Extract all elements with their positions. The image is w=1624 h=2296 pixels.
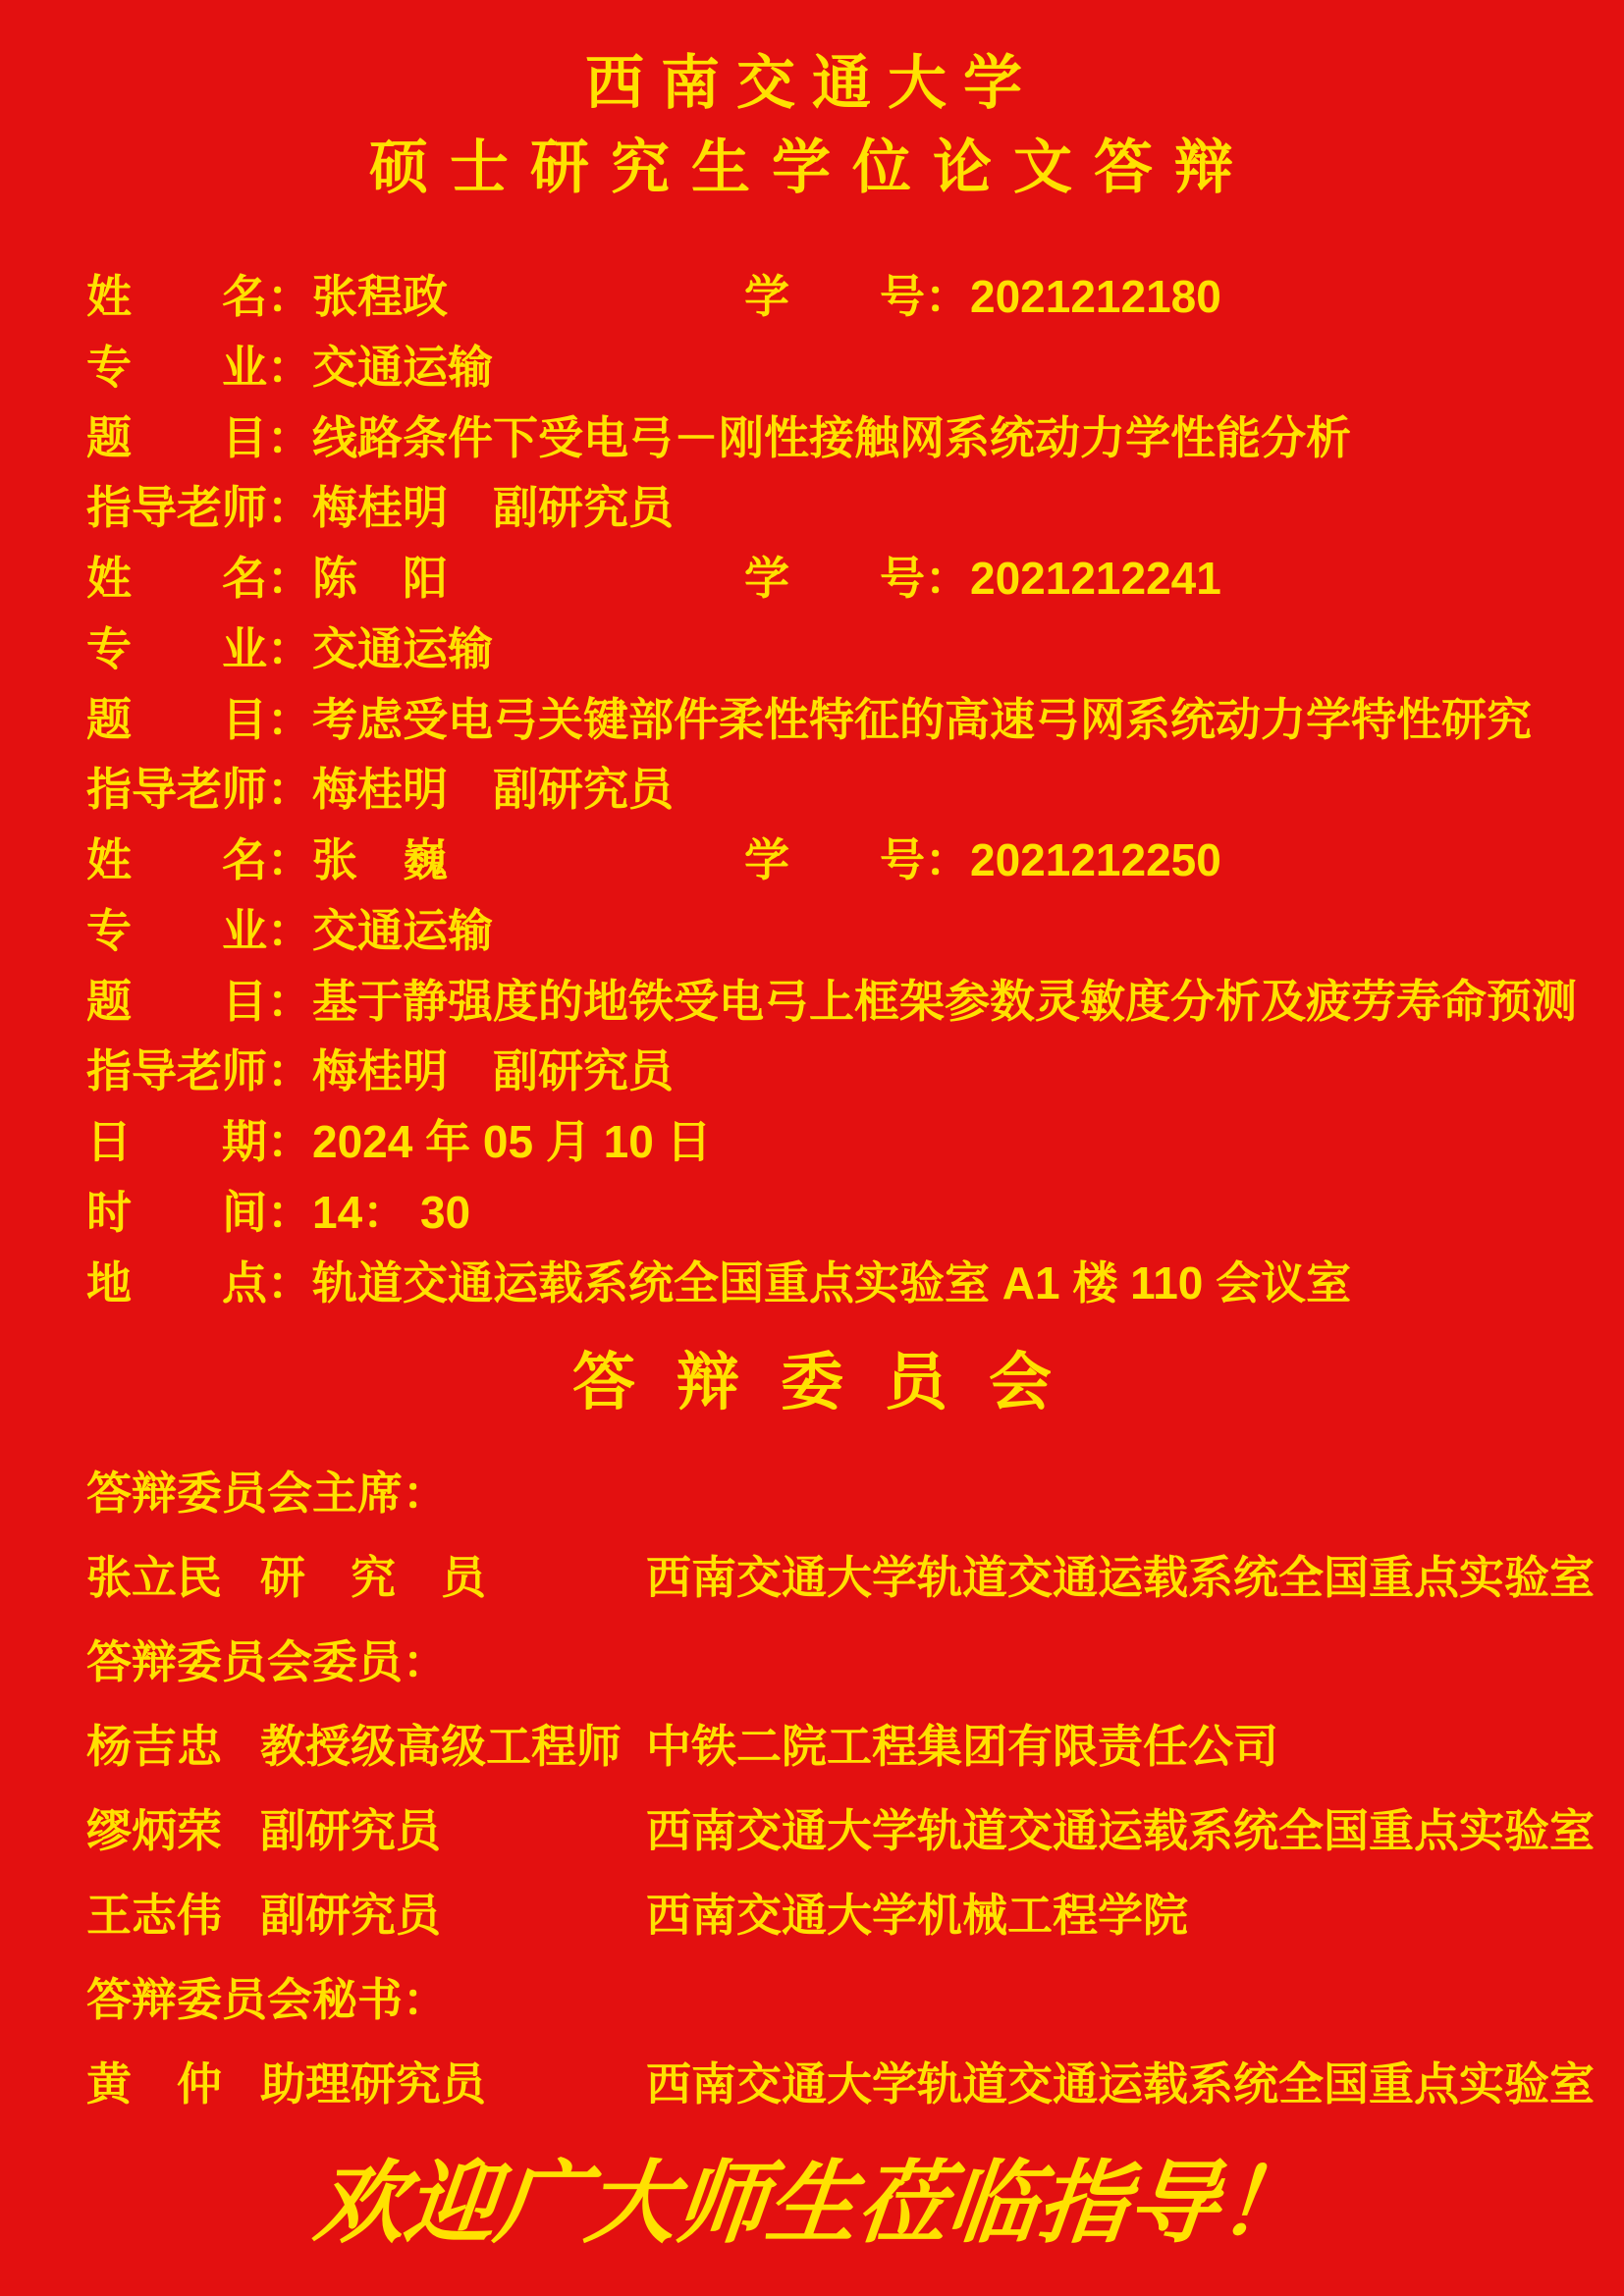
date-row <box>86 1106 1569 1177</box>
time-row <box>86 1177 1569 1248</box>
secretary-org: 西南交通大学轨道交通运载系统全国重点实验室 <box>646 2058 1595 2109</box>
student2-topic-row <box>86 684 1569 755</box>
student1-id: 2021212180 <box>970 271 1221 322</box>
student3-advisor: 梅桂明 副研究员 <box>312 1045 674 1096</box>
secretary-name: 黄 仲 <box>86 2058 222 2109</box>
committee-chair-row <box>86 1542 1595 1613</box>
time-value: 14： 30 <box>312 1187 471 1238</box>
committee-chair-section-label: 答辩委员会主席： <box>86 1468 448 1519</box>
committee-secretary-section-label: 答辩委员会秘书： <box>86 1974 448 2025</box>
student2-id-group <box>744 543 1221 614</box>
student1-topic: 线路条件下受电弓－刚性接触网系统动力学性能分析 <box>312 412 1351 463</box>
student3-id-group <box>744 825 1221 895</box>
student3-name: 张 巍 <box>312 834 448 885</box>
student-id-label: 学 号： <box>744 553 970 604</box>
student3-major: 交通运输 <box>312 905 493 956</box>
place-value: 轨道交通运载系统全国重点实验室 A1 楼 110 会议室 <box>312 1257 1352 1308</box>
date-label: 日 期： <box>86 1116 312 1167</box>
member3-org: 西南交通大学机械工程学院 <box>646 1890 1188 1941</box>
student2-advisor-row <box>86 754 1569 825</box>
time-label: 时 间： <box>86 1187 312 1238</box>
student1-name-row <box>86 261 1569 332</box>
member1-org: 中铁二院工程集团有限责任公司 <box>646 1721 1278 1772</box>
student2-major: 交通运输 <box>312 623 493 674</box>
member1-name: 杨吉忠 <box>86 1721 222 1772</box>
student3-id: 2021212250 <box>970 834 1221 885</box>
student1-id-group <box>744 261 1221 332</box>
advisor-label: 指导老师： <box>86 1045 312 1096</box>
major-label: 专 业： <box>86 623 312 674</box>
student2-name-row <box>86 543 1569 614</box>
name-label: 姓 名： <box>86 271 312 322</box>
committee-member-row <box>86 1795 1595 1866</box>
student1-topic-row <box>86 402 1569 473</box>
student1-name: 张程政 <box>312 271 448 322</box>
committee-member-row <box>86 1880 1569 1950</box>
student2-major-row <box>86 614 1569 684</box>
topic-label: 题 目： <box>86 412 312 463</box>
student1-advisor: 梅桂明 副研究员 <box>312 482 674 533</box>
poster-subtitle: 硕士研究生学位论文答辩 <box>369 134 1255 200</box>
committee-secretary-row <box>86 2049 1595 2119</box>
place-row <box>86 1248 1569 1318</box>
major-label: 专 业： <box>86 342 312 393</box>
student3-topic: 基于静强度的地铁受电弓上框架参数灵敏度分析及疲劳寿命预测 <box>312 976 1577 1027</box>
secretary-title: 助理研究员 <box>260 2058 486 2109</box>
major-label: 专 业： <box>86 905 312 956</box>
committee-heading: 答辩委员会 <box>572 1347 1093 1417</box>
student2-topic: 考虑受电弓关键部件柔性特征的高速弓网系统动力学特性研究 <box>312 694 1532 745</box>
date-value: 2024 年 05 月 10 日 <box>312 1116 712 1167</box>
member1-title: 教授级高级工程师 <box>260 1721 622 1772</box>
student-id-label: 学 号： <box>744 834 970 885</box>
student3-major-row <box>86 895 1569 966</box>
committee-member-section-label: 答辩委员会委员： <box>86 1636 448 1687</box>
student1-major: 交通运输 <box>312 342 493 393</box>
advisor-label: 指导老师： <box>86 764 312 815</box>
student3-topic-row <box>86 966 1577 1037</box>
university-title: 西南交通大学 <box>585 50 1039 116</box>
name-label: 姓 名： <box>86 553 312 604</box>
topic-label: 题 目： <box>86 976 312 1027</box>
topic-label: 题 目： <box>86 694 312 745</box>
committee-member-row <box>86 1711 1569 1782</box>
name-label: 姓 名： <box>86 834 312 885</box>
student3-name-row <box>86 825 1569 895</box>
member2-name: 缪炳荣 <box>86 1805 222 1856</box>
member3-title: 副研究员 <box>260 1890 441 1941</box>
student1-advisor-row <box>86 472 1569 543</box>
student-id-label: 学 号： <box>744 271 970 322</box>
welcome-message: 欢迎广大师生莅临指导！ <box>309 2154 1315 2254</box>
student2-advisor: 梅桂明 副研究员 <box>312 764 674 815</box>
member2-org: 西南交通大学轨道交通运载系统全国重点实验室 <box>646 1805 1595 1856</box>
student2-name: 陈 阳 <box>312 553 448 604</box>
advisor-label: 指导老师： <box>86 482 312 533</box>
chair-org: 西南交通大学轨道交通运载系统全国重点实验室 <box>646 1552 1595 1603</box>
place-label: 地 点： <box>86 1257 312 1308</box>
chair-name: 张立民 <box>86 1552 222 1603</box>
member2-title: 副研究员 <box>260 1805 441 1856</box>
chair-title: 研 究 员 <box>260 1552 486 1603</box>
student1-major-row <box>86 332 1569 402</box>
member3-name: 王志伟 <box>86 1890 222 1941</box>
student3-advisor-row <box>86 1036 1569 1106</box>
student2-id: 2021212241 <box>970 553 1221 604</box>
